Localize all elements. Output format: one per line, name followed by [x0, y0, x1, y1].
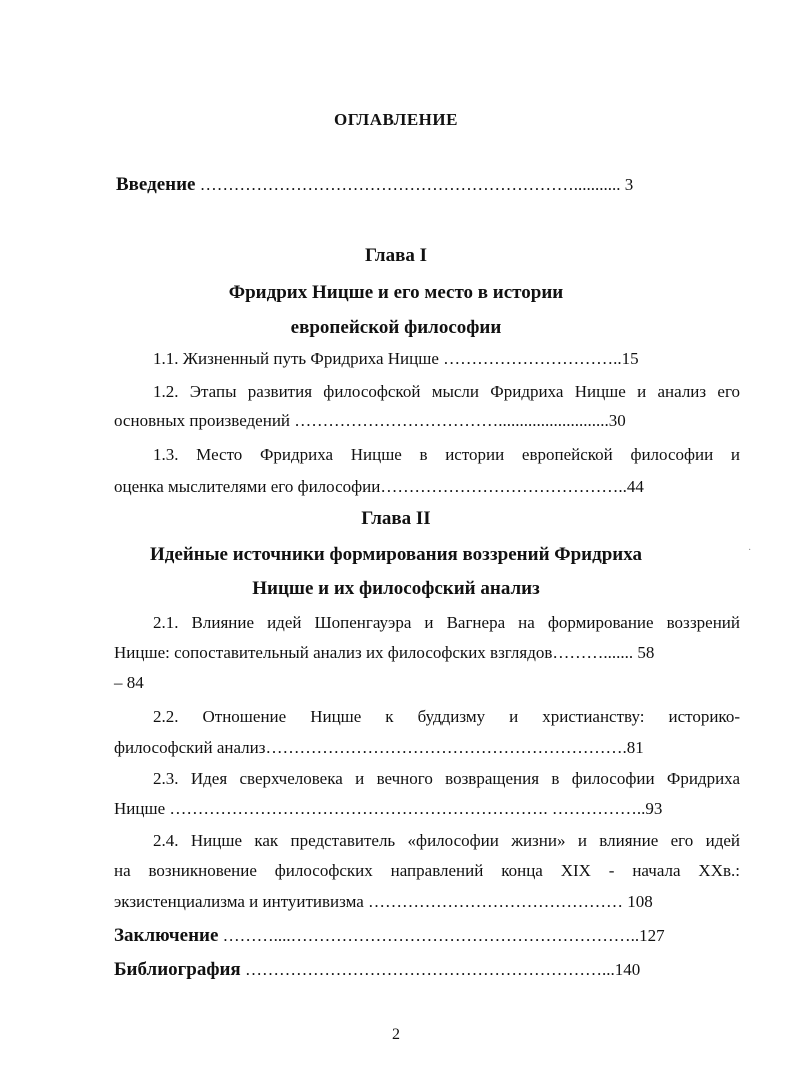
toc-entry-2-1-line-1: 2.1. Влияние идей Шопенгауэра и Вагнера на формирование воззрений [153, 613, 740, 632]
chapter-2-label: Глава II [361, 508, 431, 529]
toc-entry-2-1-line-2: Ницше: сопоставительный анализ их философских взглядов………....... 58 [114, 643, 655, 662]
toc-entry-2-1-line-3: – 84 [114, 673, 144, 692]
chapter-1-title-line-1: Фридрих Ницше и его место в истории [228, 282, 564, 303]
toc-entry-2-2-line-2: философский анализ……………………………………………………….81 [114, 738, 644, 757]
conclusion-label: Заключение [114, 925, 219, 946]
toc-entry-1-3-line-1: 1.3. Место Фридриха Ницше в истории европейской философии и [153, 445, 740, 464]
chapter-1-label: Глава I [364, 245, 427, 266]
toc-entry-bibliography [114, 960, 640, 980]
toc-entry-conclusion [114, 926, 665, 946]
bibliography-label: Библиография [114, 959, 241, 980]
toc-entry-2-3-line-2: Ницше …………………………………………………………. ……………..93 [114, 799, 663, 818]
scan-speck: · [748, 545, 752, 556]
toc-entry-1-2-line-2: основных произведений ………………………………..........................30 [114, 411, 626, 430]
chapter-2-title-line-1: Идейные источники формирования воззрений Фридриха [150, 544, 642, 565]
intro-page: 3 [624, 175, 634, 194]
toc-entry-1-3-line-2: оценка мыслителями его философии……………………………………..44 [114, 477, 644, 496]
toc-entry-1-2-line-1: 1.2. Этапы развития философской мысли Фридриха Ницше и анализ его [153, 382, 740, 401]
intro-dots: …………………………………………………………........... [199, 175, 625, 194]
toc-entry-2-2-line-1: 2.2. Отношение Ницше к буддизму и христианству: историко- [153, 707, 740, 726]
toc-entry-2-3-line-1: 2.3. Идея сверхчеловека и вечного возвращения в философии Фридриха [153, 769, 740, 788]
toc-heading: ОГЛАВЛЕНИЕ [334, 110, 458, 129]
conclusion-dots-page: ………....……………………………………………………..127 [218, 926, 665, 945]
intro-label: Введение [116, 174, 196, 195]
toc-entry-2-4-line-1: 2.4. Ницше как представитель «философии жизни» и влияние его идей [153, 831, 740, 850]
page-number: 2 [392, 1026, 400, 1043]
chapter-1-title-line-2: европейской философии [290, 317, 502, 338]
bibliography-dots-page: ………………………………………………………...140 [240, 960, 641, 979]
toc-entry-2-4-line-3: экзистенциализма и интуитивизма ……………………………………… 108 [114, 892, 653, 911]
toc-entry-2-4-line-2: на возникновение философских направлений конца XIX - начала XXв.: [114, 861, 740, 880]
chapter-2-title-line-2: Ницше и их философский анализ [252, 578, 540, 599]
toc-entry-1-1: 1.1. Жизненный путь Фридриха Ницше …………………………..15 [153, 349, 639, 368]
toc-entry-intro [116, 175, 633, 195]
